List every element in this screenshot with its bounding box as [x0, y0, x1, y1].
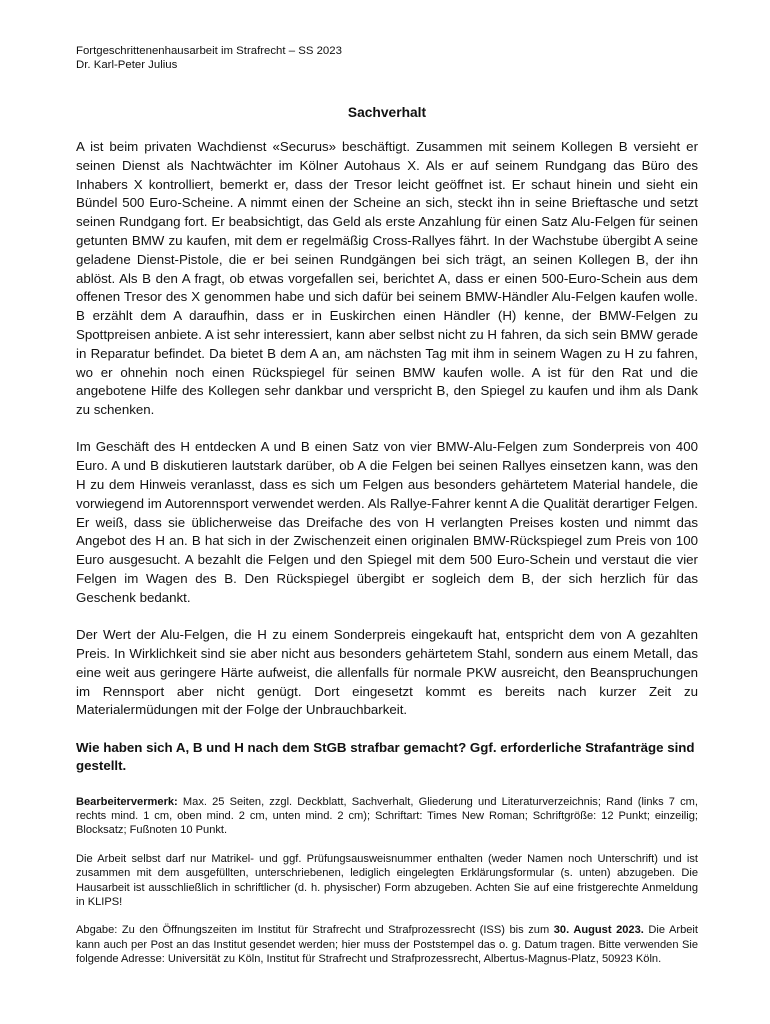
- paragraph-1: A ist beim privaten Wachdienst «Securus» beschäftigt. Zusammen mit seinem Kollegen B versieht er seinen Dienst als Nachtwächter im Kölner Autohaus X. Als er auf seinem Rundgang das Büro des Inhabers X kontrolliert, bemerkt er, dass der Tresor leicht geöffnet ist. Er schaut hinein und sieht ein Bündel 500 Euro-Scheine. A nimmt einen der Scheine an sich, steckt ihn in seine Brieftasche und setzt seinen Rundgang fort. Er beabsichtigt, das Geld als erste Anzahlung für einen Satz Alu-Felgen für seinen getunten BMW zu kaufen, mit dem er regelmäßig Cross-Rallyes fährt. In der Wachstube übergibt A seine geladene Dienst-Pistole, die er bei seinen Rundgängen bei sich trägt, an seinen Kollegen B, der ihn ablöst. Als B den A fragt, ob etwas vorgefallen sei, berichtet A, dass er einen 500-Euro-Schein aus dem offenen Tresor des X genommen habe und sich dafür bei seinem BMW-Händler Alu-Felgen kaufen wolle. B erzählt dem A daraufhin, dass er in Euskirchen einen Händler (H) kenne, der BMW-Felgen zu Spottpreisen anbiete. A ist sehr interessiert, kann aber selbst nicht zu H fahren, da sich sein BMW gerade in Reparatur befindet. Da bietet B dem A an, am nächsten Tag mit ihm in seinem Wagen zu H zu fahren, wo er ohnehin noch einen Rückspiegel für seinen BMW kaufen wolle. A ist für den Rat und die angebotene Hilfe des Kollegen sehr dankbar und verspricht B, den Spiegel zu kaufen und ihm als Dank zu schenken.: [76, 139, 698, 418]
- course-header: Fortgeschrittenenhausarbeit im Strafrecht – SS 2023: [76, 45, 342, 57]
- abgabe-note: [76, 923, 698, 966]
- paragraph-2: Im Geschäft des H entdecken A und B einen Satz von vier BMW-Alu-Felgen zum Sonderpreis von 400 Euro. A und B diskutieren lautstark darüber, ob A die Felgen bei seinen Rallyes einsetzen kann, was den H zu dem Hinweis veranlasst, dass es sich um Felgen aus besonders gehärtetem Material handele, die vorwiegend im Autorennsport verwendet werden. Als Rallye-Fahrer kennt A die Qualität derartiger Felgen. Er weiß, dass sie üblicherweise das Dreifache des von H verlangten Preises kosten und nimmt das Angebot des H an. B hat sich in der Zwischenzeit einen originalen BMW-Rückspiegel zum Preis von 100 Euro ausgesucht. A bezahlt die Felgen und den Spiegel mit dem 500 Euro-Schein und verstaut die vier Felgen im Wagen des B. Den Rückspiegel übergibt er sogleich dem B, der sich herzlich für das Geschenk bedankt.: [76, 439, 698, 605]
- author-header: Dr. Karl-Peter Julius: [76, 59, 178, 71]
- bearbeitervermerk-text: Max. 25 Seiten, zzgl. Deckblatt, Sachverhalt, Gliederung und Literaturverzeichnis; Rand (links 7 cm, rechts mind. 1 cm, oben mind. 2 cm, unten mind. 2 cm); Schriftart: Times New Roman; Schriftgröße: 12 Punkt; einzeilig; Blocksatz; Fußnoten 10 Punkt.: [76, 795, 698, 837]
- paragraph-3: Der Wert der Alu-Felgen, die H zu einem Sonderpreis eingekauft hat, entspricht dem von A gezahlten Preis. In Wirklichkeit sind sie aber nicht aus besonders gehärtetem Stahl, sondern aus einem Metall, das eine weit aus geringere Härte aufweist, die allenfalls für normale PKW ausreicht, den Beanspruchungen im Rennsport aber nicht genügt. Dort eingesetzt kommt es bereits nach kurzer Zeit zu Materialermüdungen mit der Folge der Unbrauchbarkeit.: [76, 627, 698, 718]
- exam-question: Wie haben sich A, B und H nach dem StGB strafbar gemacht? Ggf. erforderliche Strafanträge sind gestellt.: [76, 739, 695, 773]
- abgabe-deadline: 30. August 2023.: [553, 924, 644, 937]
- bearbeitervermerk-note: [76, 795, 698, 838]
- document-page: [76, 44, 698, 981]
- submission-rules-note: Die Arbeit selbst darf nur Matrikel- und ggf. Prüfungsausweisnummer enthalten (weder Namen noch Unterschrift) und ist zusammen mit dem ausgefüllten, unterschriebenen, lediglich eingelegten Erklärungsformular (s. unten) abzugeben. Die Hausarbeit ist ausschließlich in schriftlicher (d. h. physischer) Form abzugeben. Achten Sie auf eine fristgerechte Anmeldung in KLIPS!: [76, 852, 698, 909]
- bearbeitervermerk-label: Bearbeitervermerk:: [76, 795, 178, 808]
- abgabe-text-before: Abgabe: Zu den Öffnungszeiten im Institut für Strafrecht und Strafprozessrecht (ISS) bis zum: [76, 924, 554, 937]
- page-title: Sachverhalt: [347, 105, 427, 120]
- abgabe-text-after: Die Arbeit kann auch per Post an das Institut gesendet werden; hier muss der Poststempel das o. g. Datum tragen. Bitte verwenden Sie folgende Adresse: Universität zu Köln, Institut für Strafrecht und Strafprozessrecht, Albertus-Magnus-Platz, 50923 Köln.: [76, 924, 698, 966]
